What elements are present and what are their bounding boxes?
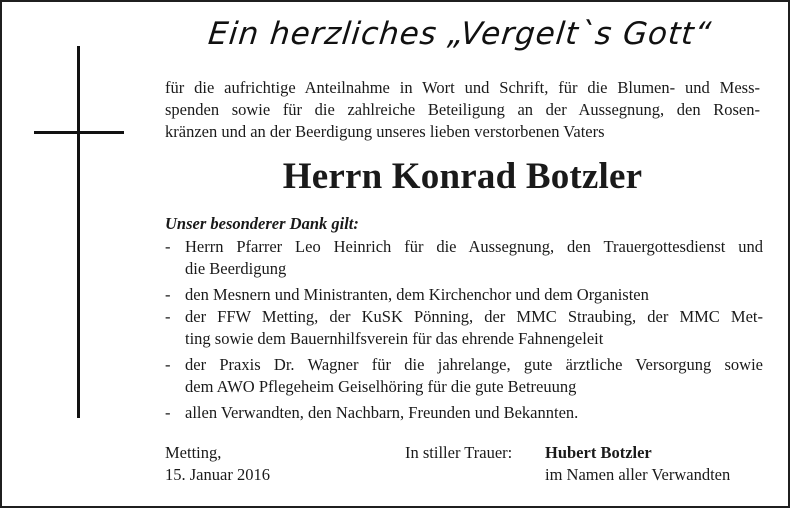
list-dash: - (165, 237, 171, 256)
list-dash: - (165, 307, 171, 326)
date: 15. Januar 2016 (165, 465, 270, 484)
list-item (165, 236, 763, 280)
list-dash: - (165, 355, 171, 374)
mourning-label: In stiller Trauer: (405, 443, 513, 462)
intro-text (165, 77, 760, 143)
thanks-list (165, 236, 763, 424)
list-item (165, 354, 763, 398)
list-item-line: der Praxis Dr. Wagner für die jahrelange, gute ärztliche Versorgung sowie (185, 355, 763, 374)
list-item-line: die Beerdigung (185, 259, 287, 278)
list-item-line: dem AWO Pflegeheim Geiselhöring für die gute Betreuung (185, 377, 577, 396)
list-item-line: den Mesnern und Ministranten, dem Kirchenchor und dem Organisten (185, 285, 649, 304)
thanks-heading: Unser besonderer Dank gilt: (165, 214, 359, 233)
place: Metting, (165, 443, 222, 462)
list-item (165, 284, 763, 306)
intro-line: spenden sowie für die zahlreiche Beteiligung an der Aussegnung, den Rosen- (165, 100, 760, 119)
list-item (165, 306, 763, 350)
headline: Ein herzliches „Vergelt`s Gott“ (206, 16, 714, 52)
cross-icon-bar (34, 131, 124, 134)
cross-icon (77, 46, 80, 418)
intro-line: für die aufrichtige Anteilnahme in Wort und Schrift, für die Blumen- und Mess- (165, 78, 760, 97)
footer-mourning (405, 442, 512, 464)
list-dash: - (165, 403, 171, 422)
footer-signature (545, 442, 730, 486)
list-item-line: der FFW Metting, der KuSK Pönning, der MMC Straubing, der MMC Met- (185, 307, 763, 326)
footer-place-date (165, 442, 270, 486)
intro-line: kränzen und an der Beerdigung unseres lieben verstorbenen Vaters (165, 122, 605, 141)
signer-note: im Namen aller Verwandten (545, 465, 731, 484)
list-item-line: Herrn Pfarrer Leo Heinrich für die Aussegnung, den Trauergottesdienst und (185, 237, 763, 256)
list-item-line: ting sowie dem Bauernhilfsverein für das ehrende Fahnengeleit (185, 329, 604, 348)
list-item-line: allen Verwandten, den Nachbarn, Freunden und Bekannten. (185, 403, 579, 422)
deceased-name: Herrn Konrad Botzler (282, 156, 643, 197)
list-item (165, 402, 763, 424)
list-dash: - (165, 285, 171, 304)
signer-name: Hubert Botzler (545, 443, 652, 462)
